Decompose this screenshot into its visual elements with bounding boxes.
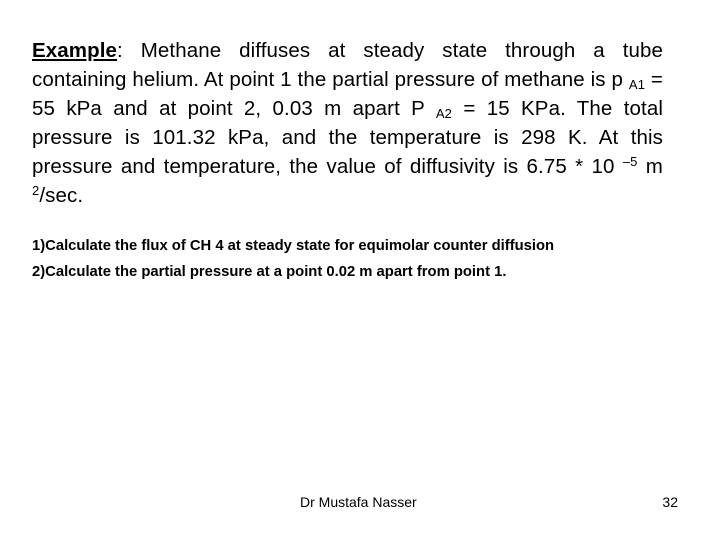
example-text-part-4: m — [637, 155, 663, 178]
example-text-part-3: = 15 KPa. The total pressure is 101.32 kPa, and the temperature is 298 K. At this pressure and temperature, the value of diffusivity is 6.75 * 10 — [32, 97, 663, 178]
footer-author: Dr Mustafa Nasser — [300, 494, 417, 510]
exponent-2: 2 — [32, 183, 40, 198]
subscript-a2: A2 — [435, 106, 453, 121]
example-text-part-5: /sec. — [39, 184, 84, 207]
exponent-minus-5: –5 — [622, 154, 638, 169]
page-number: 32 — [662, 494, 678, 510]
example-text-part-1: : Methane diffuses at steady state through a tube containing helium. At point 1 the partial pressure of methane is p — [32, 39, 663, 91]
question-list — [32, 233, 692, 285]
subscript-a1: A1 — [628, 77, 646, 92]
question-2: 2)Calculate the partial pressure at a point 0.02 m apart from point 1. — [32, 264, 507, 280]
example-paragraph — [32, 36, 663, 210]
example-label: Example — [32, 39, 118, 62]
question-1: 1)Calculate the flux of CH 4 at steady state for equimolar counter diffusion — [32, 238, 555, 254]
example-text-part-2: = 55 kPa and at point 2, 0.03 m apart P — [32, 68, 663, 120]
